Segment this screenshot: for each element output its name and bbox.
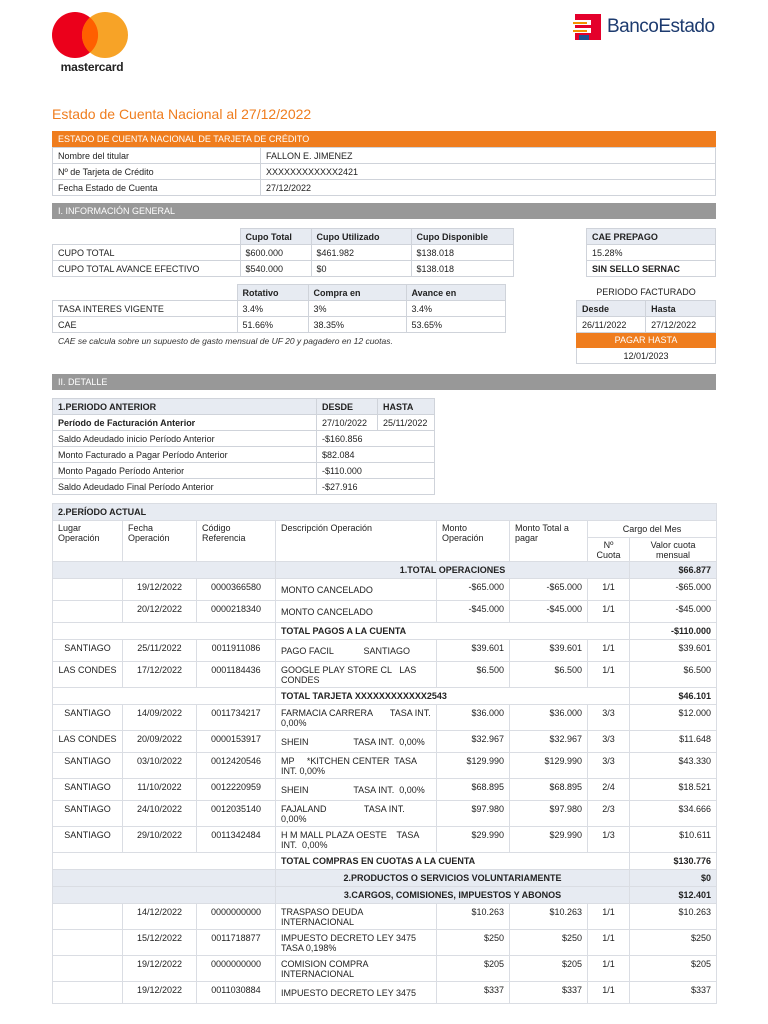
fecha: 19/12/2022 [123,982,197,1004]
anterior-desde-label: DESDE [317,399,378,415]
total-label: TOTAL TARJETA XXXXXXXXXXXX2543 [276,688,630,705]
valor: $12.000 [630,705,717,731]
transaction-row [53,601,717,623]
descripcion: FARMACIA CARRERA TASA INT. 0,00% [276,705,437,731]
total-amount: $66.877 [630,562,717,579]
descripcion: GOOGLE PLAY STORE CL LAS CONDES [276,662,437,688]
cuota: 1/1 [588,930,630,956]
periodo-anterior-table [52,398,435,495]
total: $337 [510,982,588,1004]
fecha: 17/12/2022 [123,662,197,688]
valor: $18.521 [630,779,717,801]
total-amount: $46.101 [630,688,717,705]
blank-cell [53,887,276,904]
total-amount: $0 [630,870,717,887]
lugar [53,982,123,1004]
valor: $11.648 [630,731,717,753]
monto: $36.000 [437,705,510,731]
detalle-bar: II. DETALLE [52,374,716,390]
mastercard-wordmark: mastercard [60,60,124,74]
periodo-desde: 26/11/2022 [577,317,646,333]
col-total: Monto Total a pagar [510,521,588,562]
transaction-row [53,801,717,827]
cupo-table [52,228,514,277]
transaction-row [53,779,717,801]
total: $36.000 [510,705,588,731]
sello-sernac: SIN SELLO SERNAC [587,261,716,277]
cae-note: CAE se calcula sobre un supuesto de gasto mensual de UF 20 y pagadero en 12 cuotas. [58,336,393,346]
transaction-row [53,640,717,662]
cupo-header-total: Cupo Total [240,229,311,245]
page-title: Estado de Cuenta Nacional al 27/12/2022 [52,106,312,122]
transaction-row [53,956,717,982]
valor: $10.263 [630,904,717,930]
fecha: 24/10/2022 [123,801,197,827]
cae-prepago-value: 15.28% [587,245,716,261]
bank-name: BancoEstado [607,16,715,37]
descripcion: MP *KITCHEN CENTER TASA INT. 0,00% [276,753,437,779]
cuota: 1/1 [588,982,630,1004]
anterior-label: Saldo Adeudado Final Período Anterior [53,479,317,495]
valor: $6.500 [630,662,717,688]
subtotal-row [53,688,717,705]
tasa-value: 3.4% [237,301,308,317]
subtotal-row [53,853,717,870]
card-info-label: Nº de Tarjeta de Crédito [53,164,261,180]
anterior-value: $82.084 [317,447,435,463]
monto: $129.990 [437,753,510,779]
codigo: 0011734217 [197,705,276,731]
anterior-label: Saldo Adeudado inicio Período Anterior [53,431,317,447]
tasa-header-avance: Avance en [406,285,506,301]
card-info-row [53,180,716,196]
pagar-hasta-date: 12/01/2023 [577,348,716,364]
anterior-label: Monto Pagado Período Anterior [53,463,317,479]
anterior-value: -$110.000 [317,463,435,479]
tasa-value: 53.65% [406,317,506,333]
fact-anterior-label: Período de Facturación Anterior [53,415,317,431]
total-label: 2.PRODUCTOS O SERVICIOS VOLUNTARIAMENTE [276,870,630,887]
cuota: 1/1 [588,601,630,623]
transaction-row [53,982,717,1004]
descripcion: SHEIN TASA INT. 0,00% [276,779,437,801]
total: $32.967 [510,731,588,753]
monto: $29.990 [437,827,510,853]
anterior-value: -$27.916 [317,479,435,495]
monto: $97.980 [437,801,510,827]
fecha: 25/11/2022 [123,640,197,662]
periodo-hasta: 27/12/2022 [646,317,716,333]
tasa-value: 38.35% [308,317,406,333]
tasa-table [52,284,506,333]
col-monto: Monto Operación [437,521,510,562]
lugar: LAS CONDES [53,731,123,753]
total: $68.895 [510,779,588,801]
periodo-actual-table [52,503,717,1004]
cuota: 1/1 [588,579,630,601]
periodo-actual-title: 2.PERÍODO ACTUAL [53,504,717,521]
total: $29.990 [510,827,588,853]
card-info-bar: ESTADO DE CUENTA NACIONAL DE TARJETA DE CRÉDITO [52,131,716,147]
transaction-row [53,753,717,779]
valor: -$65.000 [630,579,717,601]
periodo-hasta-label: Hasta [646,301,716,317]
cupo-header-utilizado: Cupo Utilizado [311,229,411,245]
cupo-value: $138.018 [411,245,514,261]
anterior-row [53,447,435,463]
card-info-value: 27/12/2022 [261,180,716,196]
codigo: 0000366580 [197,579,276,601]
descripcion: TRASPASO DEUDA INTERNACIONAL [276,904,437,930]
col-fecha: Fecha Operación [123,521,197,562]
fecha: 15/12/2022 [123,930,197,956]
valor: $43.330 [630,753,717,779]
descripcion: IMPUESTO DECRETO LEY 3475 [276,982,437,1004]
section-total-row [53,562,717,579]
periodo-anterior-title: 1.PERIODO ANTERIOR [53,399,317,415]
blank-cell [53,853,276,870]
anterior-row [53,431,435,447]
anterior-hasta-label: HASTA [378,399,435,415]
fecha: 03/10/2022 [123,753,197,779]
total-amount: $12.401 [630,887,717,904]
monto: $10.263 [437,904,510,930]
fecha: 20/12/2022 [123,601,197,623]
fecha: 11/10/2022 [123,779,197,801]
transaction-row [53,579,717,601]
bancoestado-icon [573,12,603,42]
valor: $39.601 [630,640,717,662]
codigo: 0000218340 [197,601,276,623]
total: $10.263 [510,904,588,930]
card-info-row [53,164,716,180]
cupo-row-label: CUPO TOTAL [53,245,241,261]
descripcion: MONTO CANCELADO [276,601,437,623]
transaction-row [53,662,717,688]
monto: -$45.000 [437,601,510,623]
codigo: 0012420546 [197,753,276,779]
monto: $6.500 [437,662,510,688]
monto: $205 [437,956,510,982]
card-info-value: XXXXXXXXXXXX2421 [261,164,716,180]
descripcion: FAJALAND TASA INT. 0,00% [276,801,437,827]
section-total-row [53,887,717,904]
monto: -$65.000 [437,579,510,601]
valor: $10.611 [630,827,717,853]
card-info-value: FALLON E. JIMENEZ [261,148,716,164]
total-label: 1.TOTAL OPERACIONES [276,562,630,579]
total: $129.990 [510,753,588,779]
cuota: 1/1 [588,640,630,662]
cae-prepago-table [586,228,716,277]
lugar [53,904,123,930]
cuota: 1/1 [588,956,630,982]
total-amount: -$110.000 [630,623,717,640]
cupo-row-label: CUPO TOTAL AVANCE EFECTIVO [53,261,241,277]
section-total-row [53,870,717,887]
lugar [53,930,123,956]
anterior-label: Monto Facturado a Pagar Período Anterior [53,447,317,463]
transaction-row [53,930,717,956]
col-lugar: Lugar Operación [53,521,123,562]
descripcion: PAGO FACIL SANTIAGO [276,640,437,662]
general-bar: I. INFORMACIÓN GENERAL [52,203,716,219]
cuota: 1/3 [588,827,630,853]
lugar: SANTIAGO [53,827,123,853]
tasa-value: 51.66% [237,317,308,333]
bancoestado-logo [573,12,733,44]
cupo-value: $138.018 [411,261,514,277]
codigo: 0012220959 [197,779,276,801]
valor: $250 [630,930,717,956]
lugar: LAS CONDES [53,662,123,688]
total-label: TOTAL PAGOS A LA CUENTA [276,623,630,640]
tasa-value: 3.4% [406,301,506,317]
cupo-value: $600.000 [240,245,311,261]
total: -$45.000 [510,601,588,623]
card-info-row [53,148,716,164]
descripcion: H M MALL PLAZA OESTE TASA INT. 0,00% [276,827,437,853]
monto: $250 [437,930,510,956]
col-descripcion: Descripción Operación [276,521,437,562]
tasa-header-rotativo: Rotativo [237,285,308,301]
monto: $68.895 [437,779,510,801]
tasa-value: 3% [308,301,406,317]
fecha: 14/12/2022 [123,904,197,930]
lugar: SANTIAGO [53,801,123,827]
total: $6.500 [510,662,588,688]
descripcion: MONTO CANCELADO [276,579,437,601]
codigo: 0011030884 [197,982,276,1004]
fecha: 19/12/2022 [123,956,197,982]
cupo-value: $540.000 [240,261,311,277]
valor: $337 [630,982,717,1004]
transaction-row [53,705,717,731]
periodo-desde-label: Desde [577,301,646,317]
col-cuota: Nº Cuota [588,538,630,562]
mastercard-logo [52,12,132,74]
cuota: 3/3 [588,753,630,779]
lugar: SANTIAGO [53,705,123,731]
fecha: 29/10/2022 [123,827,197,853]
descripcion: IMPUESTO DECRETO LEY 3475 TASA 0,198% [276,930,437,956]
fecha: 20/09/2022 [123,731,197,753]
anterior-hasta: 25/11/2022 [378,415,435,431]
lugar: SANTIAGO [53,753,123,779]
descripcion: COMISION COMPRA INTERNACIONAL [276,956,437,982]
cupo-header-disponible: Cupo Disponible [411,229,514,245]
codigo: 0000000000 [197,904,276,930]
blank-cell [53,623,276,640]
subtotal-row [53,623,717,640]
total: $205 [510,956,588,982]
total-label: TOTAL COMPRAS EN CUOTAS A LA CUENTA [276,853,630,870]
codigo: 0001184436 [197,662,276,688]
total: -$65.000 [510,579,588,601]
codigo: 0011911086 [197,640,276,662]
cuota: 1/1 [588,662,630,688]
lugar: SANTIAGO [53,779,123,801]
valor: -$45.000 [630,601,717,623]
codigo: 0000153917 [197,731,276,753]
cae-prepago-label: CAE PREPAGO [587,229,716,245]
total: $97.980 [510,801,588,827]
col-codigo: Código Referencia [197,521,276,562]
cupo-value: $0 [311,261,411,277]
tasa-row-label: TASA INTERES VIGENTE [53,301,238,317]
blank-cell [53,562,276,579]
cuota: 2/3 [588,801,630,827]
card-info-label: Nombre del titular [53,148,261,164]
total-label: 3.CARGOS, COMISIONES, IMPUESTOS Y ABONOS [276,887,630,904]
total-amount: $130.776 [630,853,717,870]
lugar [53,579,123,601]
valor: $205 [630,956,717,982]
transaction-row [53,827,717,853]
anterior-desde: 27/10/2022 [317,415,378,431]
blank-cell [53,870,276,887]
transaction-row [53,731,717,753]
blank-cell [53,688,276,705]
monto: $32.967 [437,731,510,753]
transaction-row [53,904,717,930]
lugar [53,956,123,982]
monto: $39.601 [437,640,510,662]
tasa-row-label: CAE [53,317,238,333]
col-valor: Valor cuota mensual [630,538,717,562]
cuota: 3/3 [588,705,630,731]
fecha: 19/12/2022 [123,579,197,601]
codigo: 0012035140 [197,801,276,827]
valor: $34.666 [630,801,717,827]
col-cargo: Cargo del Mes [588,521,717,538]
cuota: 3/3 [588,731,630,753]
periodo-facturado-title: PERIODO FACTURADO [596,287,696,297]
codigo: 0000000000 [197,956,276,982]
lugar [53,601,123,623]
tasa-header-compra: Compra en [308,285,406,301]
codigo: 0011342484 [197,827,276,853]
cuota: 1/1 [588,904,630,930]
anterior-row [53,479,435,495]
cuota: 2/4 [588,779,630,801]
total: $39.601 [510,640,588,662]
cupo-value: $461.982 [311,245,411,261]
descripcion: SHEIN TASA INT. 0,00% [276,731,437,753]
card-info-table [52,147,716,196]
anterior-row [53,463,435,479]
card-info-label: Fecha Estado de Cuenta [53,180,261,196]
codigo: 0011718877 [197,930,276,956]
pagar-hasta-label: PAGAR HASTA [577,333,716,348]
anterior-value: -$160.856 [317,431,435,447]
total: $250 [510,930,588,956]
lugar: SANTIAGO [53,640,123,662]
periodo-table [576,300,716,364]
fecha: 14/09/2022 [123,705,197,731]
monto: $337 [437,982,510,1004]
